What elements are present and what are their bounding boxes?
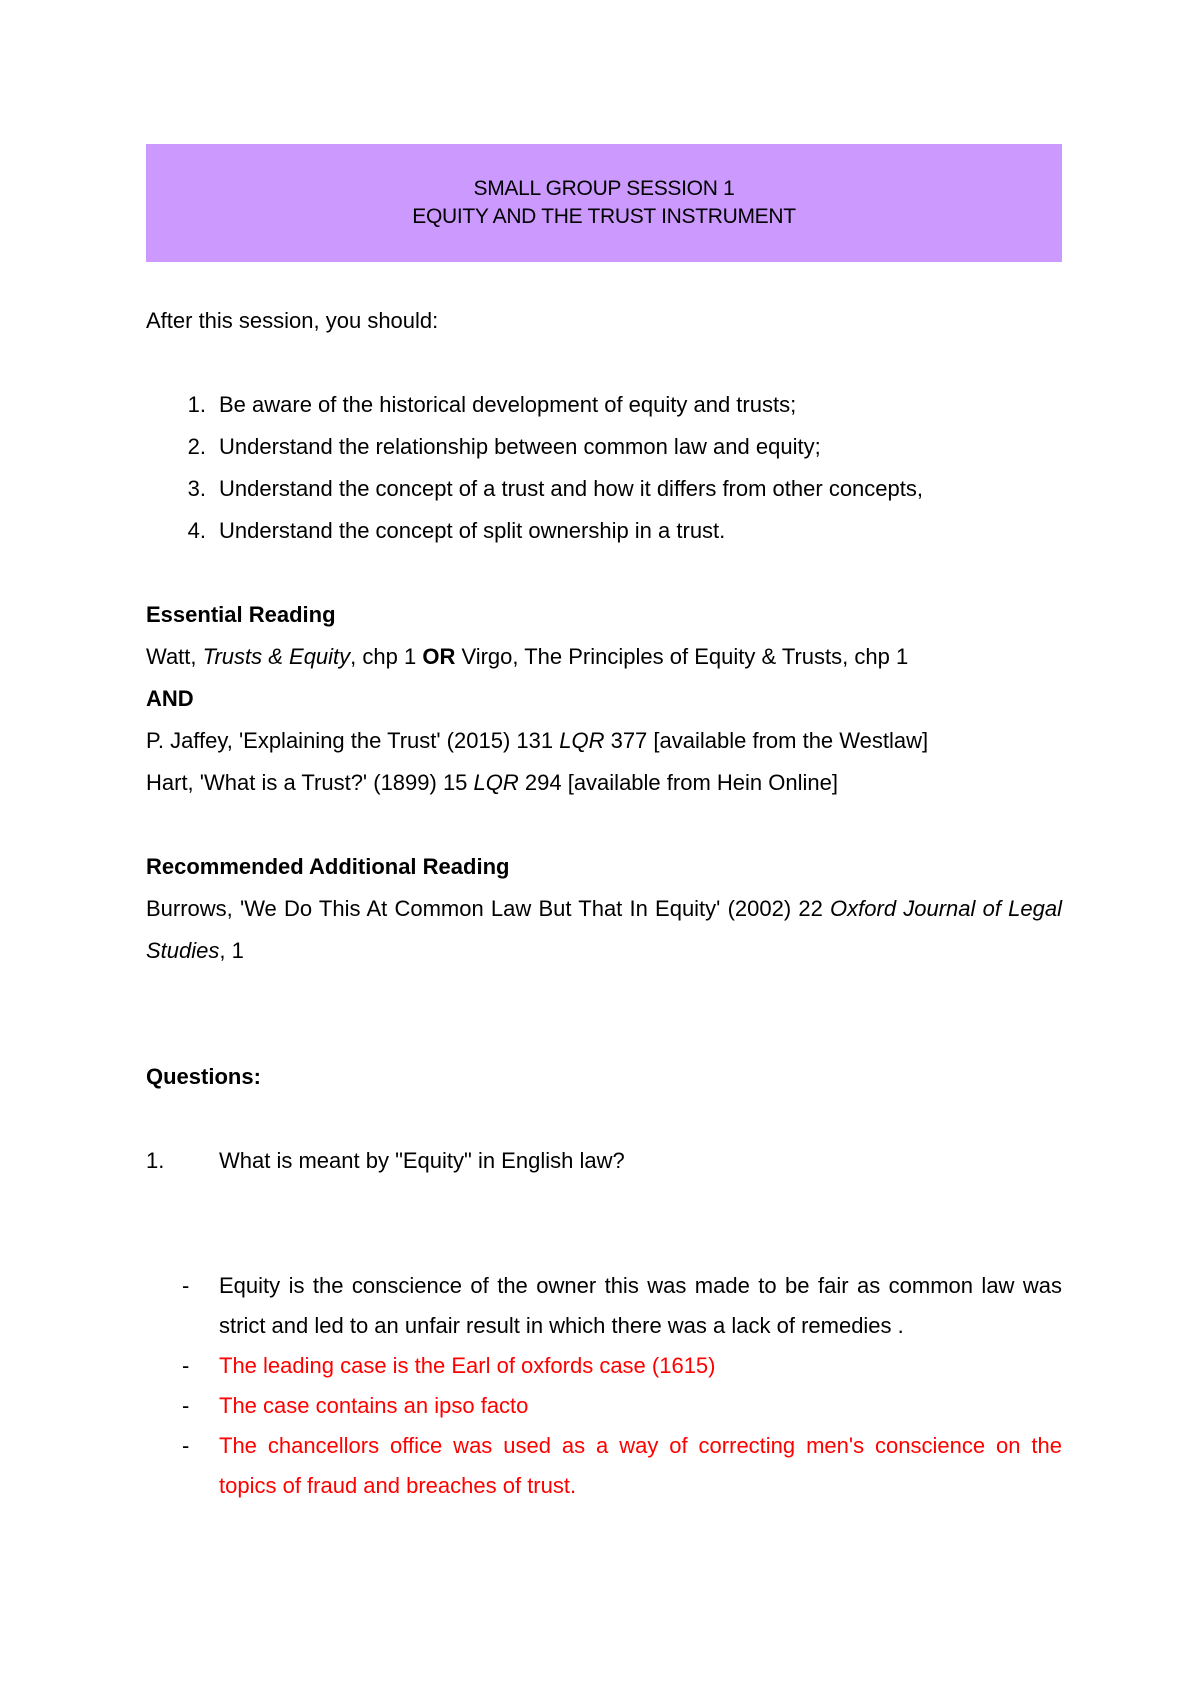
recommended-reading-entry (146, 888, 1062, 972)
and-connector (146, 678, 1062, 720)
answer-note-text: The case contains an ipso facto (219, 1393, 529, 1418)
objective-item (146, 384, 1062, 426)
answer-note-text: The leading case is the Earl of oxfords case (1615) (219, 1353, 716, 1378)
or-connector: OR (422, 644, 456, 669)
session-subtitle: EQUITY AND THE TRUST INSTRUMENT (412, 205, 796, 228)
objective-item (146, 510, 1062, 552)
essential-reading-line-1 (146, 636, 1062, 678)
and-label: AND (146, 686, 194, 711)
reading-text: Burrows, 'We Do This At Common Law But That In Equity' (2002) 22 (146, 896, 831, 921)
objective-number: 4. (187, 518, 206, 543)
objective-number: 1. (187, 392, 206, 417)
question-text: What is meant by "Equity" in English law? (219, 1148, 625, 1173)
essential-reading-line-3 (146, 762, 1062, 804)
intro-text: After this session, you should: (146, 308, 439, 333)
objective-number: 2. (187, 434, 206, 459)
reading-text: Hart, 'What is a Trust?' (1899) 15 (146, 770, 474, 795)
answer-note (146, 1426, 1062, 1506)
question-item (146, 1140, 1062, 1182)
book-title: Trusts & Equity (202, 644, 351, 669)
journal-abbrev: LQR (559, 728, 605, 753)
question-number: 1. (146, 1148, 165, 1173)
journal-abbrev: LQR (473, 770, 519, 795)
objective-number: 3. (187, 476, 206, 501)
essential-reading-heading: Essential Reading (146, 602, 336, 627)
objective-text: Be aware of the historical development of equity and trusts; (219, 392, 797, 417)
essential-reading-line-2 (146, 720, 1062, 762)
reading-text: , chp 1 (350, 644, 423, 669)
session-title-banner (146, 144, 1062, 262)
objective-text: Understand the concept of a trust and how it differs from other concepts, (219, 476, 923, 501)
reading-text: 377 [available from the Westlaw] (604, 728, 929, 753)
answer-note (146, 1266, 1062, 1346)
bullet-dash: - (182, 1353, 190, 1378)
objective-text: Understand the relationship between common law and equity; (219, 434, 821, 459)
session-title: SMALL GROUP SESSION 1 (473, 177, 735, 200)
bullet-dash: - (182, 1433, 190, 1458)
answer-note (146, 1386, 1062, 1426)
answer-note-text: Equity is the conscience of the owner this was made to be fair as common law was strict and led to an unfair result in which there was a lack of remedies . (219, 1273, 1062, 1338)
reading-text: , 1 (219, 938, 244, 963)
learning-objectives-list (146, 384, 1062, 552)
journal-title: Oxford Journal of Legal Studies (146, 896, 1062, 963)
questions-heading: Questions: (146, 1064, 261, 1089)
reading-text: P. Jaffey, 'Explaining the Trust' (2015) 131 (146, 728, 560, 753)
reading-text: 294 [available from Hein Online] (518, 770, 838, 795)
objective-text: Understand the concept of split ownership in a trust. (219, 518, 726, 543)
document-page (146, 144, 1062, 1506)
reading-text: Virgo, The Principles of Equity & Trusts, chp 1 (455, 644, 909, 669)
reading-text: Watt, (146, 644, 203, 669)
answer-note-text: The chancellors office was used as a way of correcting men's conscience on the topics of fraud and breaches of trust. (219, 1433, 1062, 1498)
objective-item (146, 468, 1062, 510)
objective-item (146, 426, 1062, 468)
recommended-reading-heading: Recommended Additional Reading (146, 854, 510, 879)
answer-notes-list (146, 1266, 1062, 1506)
answer-note (146, 1346, 1062, 1386)
bullet-dash: - (182, 1273, 190, 1298)
bullet-dash: - (182, 1393, 190, 1418)
